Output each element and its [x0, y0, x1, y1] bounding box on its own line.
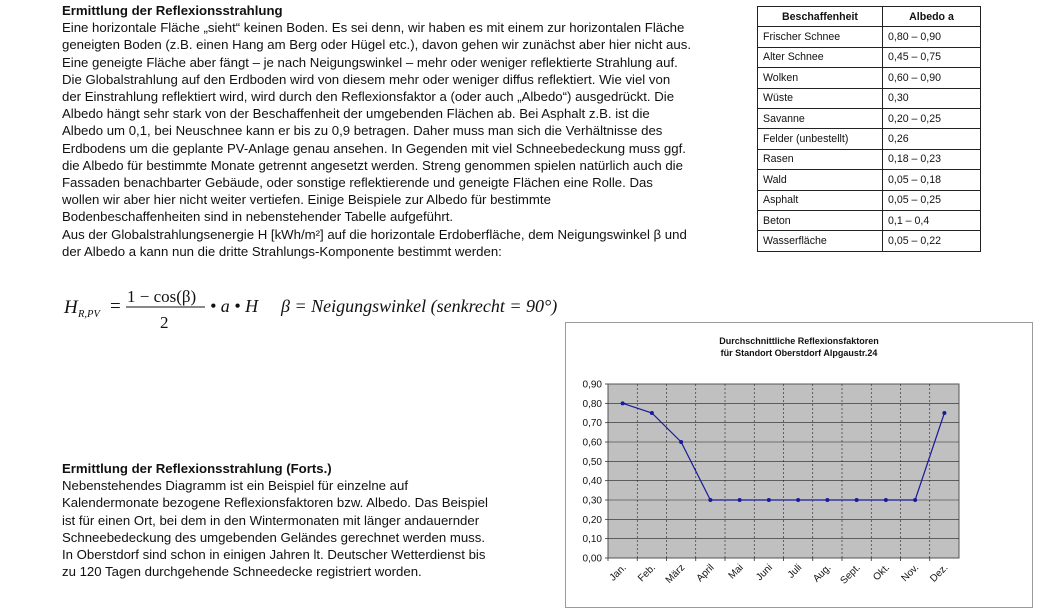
paragraph-line: Schneebedeckung des umgebenden Geländes gerechnet werden muss.: [62, 529, 486, 545]
y-tick-label: 0,70: [582, 418, 602, 430]
paragraph-line: Die Globalstrahlung auf den Erdboden wird von diesem mehr oder weniger diffus reflektiert. Wie viel von: [62, 71, 671, 87]
x-tick-label: Nov.: [899, 562, 922, 585]
paragraph-line: Kalendermonate bezogene Reflexionsfaktoren bzw. Albedo. Das Beispiel: [62, 495, 488, 511]
cell-surface: Wolken: [758, 68, 883, 88]
cell-surface: Beton: [758, 210, 883, 230]
paragraph-line: Aus der Globalstrahlungsenergie H [kWh/m²] auf die horizontale Erdoberfläche, dem Neigungswinkel β und: [62, 226, 687, 242]
cell-albedo: 0,26: [883, 129, 981, 149]
y-tick-label: 0,20: [582, 514, 602, 526]
formula-numerator: 1 − cos(β): [127, 287, 197, 306]
data-point: [738, 498, 742, 502]
y-tick-label: 0,50: [582, 456, 602, 468]
paragraph-line: zu 120 Tagen durchgehende Schneedecke registriert worden.: [62, 564, 422, 580]
y-tick-label: 0,00: [582, 553, 602, 565]
section-reflexionsstrahlung-forts: [62, 460, 532, 580]
cell-albedo: 0,30: [883, 88, 981, 108]
plot-area: [608, 384, 959, 558]
table-row: [758, 129, 981, 149]
data-point: [855, 498, 859, 502]
paragraph-line: die Albedo für bestimmte Monate getrennt angesetzt werden. Streng genommen spielen natürlich auch die: [62, 157, 683, 173]
chart-canvas: [566, 323, 1032, 607]
y-tick-label: 0,60: [582, 437, 602, 449]
paragraph-line: Fassaden benachbarter Gebäude, oder sonstige reflektierende und geneigte Flächen eine Rolle. Das: [62, 175, 653, 191]
cell-surface: Rasen: [758, 149, 883, 169]
x-tick-label: Mai: [726, 562, 746, 582]
y-tick-label: 0,10: [582, 534, 602, 546]
paragraph-line: Eine horizontale Fläche „sieht“ keinen Boden. Es sei denn, wir haben es mit einem zur horizontalen Fläche: [62, 20, 685, 36]
table-row: [758, 47, 981, 67]
x-tick-label: Jan.: [607, 562, 629, 584]
cell-surface: Wald: [758, 170, 883, 190]
data-point: [650, 411, 654, 415]
data-point: [825, 498, 829, 502]
cell-albedo: 0,80 – 0,90: [883, 27, 981, 47]
table-row: [758, 210, 981, 230]
cell-albedo: 0,60 – 0,90: [883, 68, 981, 88]
y-tick-label: 0,40: [582, 476, 602, 488]
table-header-row: [758, 7, 981, 27]
paragraph-line: der Einstrahlung reflektiert wird, wird durch den Reflexionsfaktor a (oder auch „Albedo“) ausgedrückt. Die: [62, 89, 675, 105]
albedo-chart: [565, 322, 1033, 608]
paragraph-line: Albedo um 0,1, bei Neuschnee kann er bis zu 0,9 betragen. Daher muss man sich die Verhältnisse des: [62, 123, 663, 139]
data-point: [913, 498, 917, 502]
formula-lhs-subscript: R,PV: [78, 309, 100, 320]
paragraph-line: Erdbodens um die geplante PV-Anlage genau ansehen. In Gegenden mit viel Schneebedeckung muss ggf.: [62, 140, 686, 156]
cell-surface: Frischer Schnee: [758, 27, 883, 47]
data-point: [679, 440, 683, 444]
albedo-table: [757, 6, 981, 252]
data-point: [942, 411, 946, 415]
data-point: [796, 498, 800, 502]
x-tick-label: Juli: [785, 562, 805, 581]
cell-surface: Asphalt: [758, 190, 883, 210]
table-row: [758, 68, 981, 88]
paragraph-line: der Albedo a kann nun die dritte Strahlungs-Komponente bestimmt werden:: [62, 243, 502, 259]
header-albedo: Albedo a: [883, 7, 981, 27]
x-tick-label: April: [694, 562, 717, 585]
y-tick-label: 0,80: [582, 398, 602, 410]
section-reflexionsstrahlung: [62, 2, 752, 260]
section-heading: Ermittlung der Reflexionsstrahlung (Forts.): [62, 461, 332, 476]
x-tick-label: Aug.: [811, 562, 834, 585]
paragraph-line: geneigten Boden (z.B. einen Hang am Berg oder Hügel etc.), davon gehen wir zunächst aber hier nicht aus.: [62, 37, 691, 53]
cell-albedo: 0,20 – 0,25: [883, 108, 981, 128]
cell-surface: Wasserfläche: [758, 231, 883, 251]
cell-surface: Alter Schnee: [758, 47, 883, 67]
formula-definition: β = Neigungswinkel (senkrecht = 90°): [281, 296, 558, 316]
y-tick-label: 0,90: [582, 379, 602, 391]
formula-rest: • a • H: [210, 296, 259, 316]
cell-albedo: 0,45 – 0,75: [883, 47, 981, 67]
formula-lhs: H: [64, 297, 78, 318]
table-row: [758, 108, 981, 128]
cell-albedo: 0,05 – 0,22: [883, 231, 981, 251]
table-row: [758, 170, 981, 190]
y-tick-label: 0,30: [582, 495, 602, 507]
table-row: [758, 149, 981, 169]
x-tick-label: Juni: [754, 562, 775, 584]
cell-albedo: 0,18 – 0,23: [883, 149, 981, 169]
section-heading: Ermittlung der Reflexionsstrahlung: [62, 3, 283, 18]
x-tick-label: Okt.: [871, 562, 892, 584]
table-row: [758, 231, 981, 251]
chart-title-line: für Standort Oberstdorf Alpgaustr.24: [720, 348, 878, 358]
formula-denominator: 2: [160, 313, 169, 332]
paragraph-line: Eine geneigte Fläche aber fängt – je nach Neigungswinkel – mehr oder weniger reflektierte Strahlung auf.: [62, 54, 678, 70]
cell-albedo: 0,05 – 0,18: [883, 170, 981, 190]
formula-equals: =: [110, 296, 121, 317]
paragraph-line: ist für einen Ort, bei dem in den Wintermonaten mit länger andauernder: [62, 512, 480, 528]
data-point: [621, 401, 625, 405]
paragraph-line: Nebenstehendes Diagramm ist ein Beispiel für einzelne auf: [62, 478, 408, 494]
paragraph-line: Albedo hängt sehr stark von der Beschaffenheit der umgebenden Flächen ab. Bei Asphalt z.B. ist die: [62, 106, 650, 122]
cell-surface: Wüste: [758, 88, 883, 108]
cell-surface: Savanne: [758, 108, 883, 128]
data-point: [884, 498, 888, 502]
table-row: [758, 88, 981, 108]
x-tick-label: Sept.: [838, 562, 863, 587]
x-tick-label: Feb.: [636, 562, 658, 585]
paragraph-line: In Oberstdorf sind schon in einigen Jahren lt. Deutscher Wetterdienst bis: [62, 547, 486, 563]
data-point: [767, 498, 771, 502]
cell-surface: Felder (unbestellt): [758, 129, 883, 149]
paragraph-line: wollen wir aber hier nicht weiter vertiefen. Einige Beispiele zur Albedo für bestimmte: [62, 192, 551, 208]
chart-title-line: Durchschnittliche Reflexionsfaktoren: [719, 336, 879, 346]
data-point: [708, 498, 712, 502]
paragraph-line: Bodenbeschaffenheiten sind in nebenstehender Tabelle aufgeführt.: [62, 209, 454, 225]
header-beschaffenheit: Beschaffenheit: [758, 7, 883, 27]
cell-albedo: 0,1 – 0,4: [883, 210, 981, 230]
x-tick-label: Dez.: [928, 562, 951, 585]
x-tick-label: März: [663, 562, 688, 586]
cell-albedo: 0,05 – 0,25: [883, 190, 981, 210]
table-row: [758, 27, 981, 47]
table-row: [758, 190, 981, 210]
reflection-formula: [62, 282, 622, 334]
